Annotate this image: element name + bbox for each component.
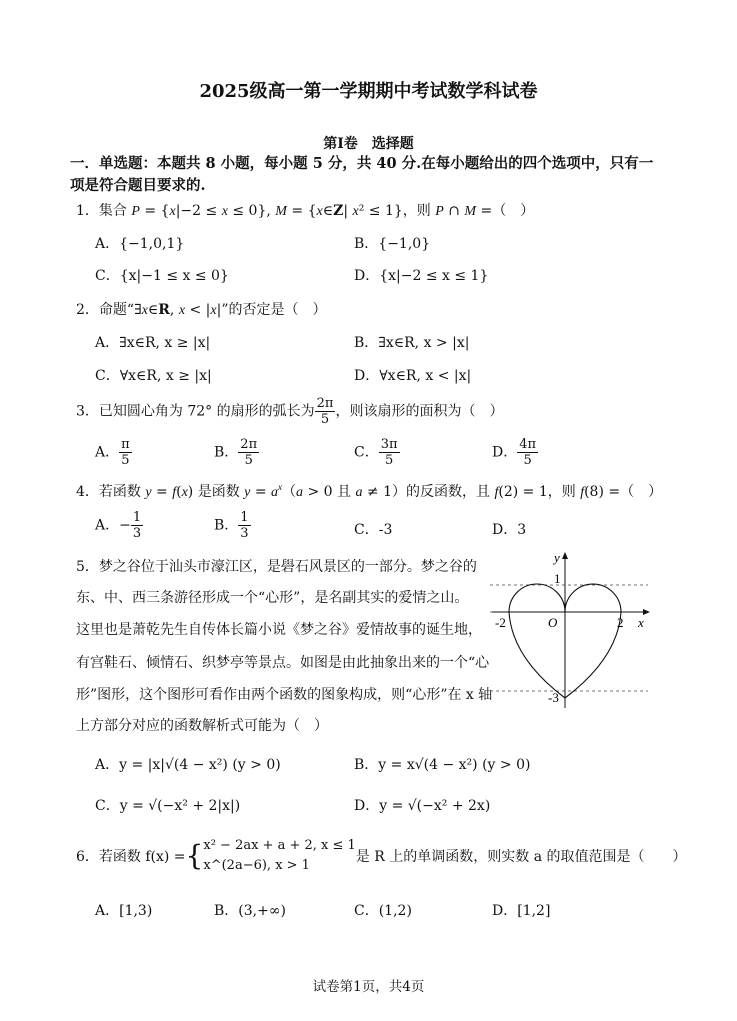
question-2-stem: 2．命题“∃x∈R, x < |x|”的否定是（ ）	[76, 302, 327, 318]
question-2-option-b: B．∃x∈R, x > |x|	[354, 335, 470, 351]
question-3-option-b: B． $\frac{2\pi}{5}$	[214, 437, 258, 468]
question-6-option-d: D．[1,2]	[492, 903, 551, 919]
question-4-stem: 4．若函数 y = f(x) 是函数 $y = a^x(a > 0$ 且 a ≠ 1）的反函数，且 f(2) = 1，则 f(8) =（ ）	[76, 482, 663, 500]
question-1-stem: 1．集合 P = {x|−2 ≤ x ≤ 0}, M = {x∈Z| x² ≤ 1}，则 P ∩ M =（ ）	[76, 203, 535, 219]
question-2-option-a: A．∃x∈R, x ≥ |x|	[95, 335, 211, 351]
instruction-line-2: 项是符合题目要求的.	[70, 177, 206, 194]
question-1-option-c: C．{x|−1 ≤ x ≤ 0}	[95, 268, 229, 284]
question-3-option-d: D． $\frac{4\pi}{5}$	[492, 437, 537, 468]
question-1-option-d: D．{x|−2 ≤ x ≤ 1}	[354, 268, 489, 284]
question-1-option-b: B．{−1,0}	[354, 236, 431, 252]
question-4-option-b: B． $\frac{1}{3}$	[214, 510, 249, 541]
question-6-option-a: A．[1,3)	[95, 903, 153, 919]
question-6-stem: 6．若函数 f(x) ={ x² − 2ax + a + 2, x ≤ 1 x^(2a−6), x > 1 是 R 上的单调函数，则实数 a 的取值范围是（ ）	[76, 838, 687, 873]
question-2-option-c: C．∀x∈R, x ≥ |x|	[95, 368, 212, 384]
question-1-option-a: A．{−1,0,1}	[95, 236, 185, 252]
tick-label-neg2: -2	[495, 615, 506, 630]
question-6-option-b: B．(3,+∞)	[214, 903, 286, 919]
question-5-option-c: C．y = √(−x² + 2|x|)	[95, 798, 241, 814]
tick-label-1: 1	[554, 571, 561, 586]
question-5-option-d: D．y = √(−x² + 2x)	[354, 798, 491, 814]
question-4-option-a: A．− $\frac{1}{3}$	[95, 510, 142, 541]
question-5-line-3: 这里也是萧乾先生自传体长篇小说《梦之谷》爱情故事的诞生地，	[76, 622, 482, 638]
page-footer: 试卷第1页，共4页	[312, 979, 425, 995]
question-3-stem: 3．已知圆心角为 72° 的扇形的弧长为 $\frac{2\pi}{5}$ ，则该扇形的面积为（ ）	[76, 396, 504, 427]
question-6-option-c: C．(1,2)	[354, 903, 412, 919]
question-5-line-4: 有宫鞋石、倾情石、织梦亭等景点。如图是由此抽象出来的一个“心	[76, 655, 490, 671]
x-axis-arrow	[643, 609, 650, 615]
question-5-line-1: 5．梦之谷位于汕头市濠江区，是礐石风景区的一部分。梦之谷的	[76, 559, 477, 575]
question-5-line-6: 上方部分对应的函数解析式可能为（ ）	[76, 718, 328, 734]
page-title: 2025级高一第一学期期中考试数学科试卷	[199, 81, 538, 102]
instruction-line-1: 一．单选题：本题共 8 小题，每小题 5 分，共 40 分.在每小题给出的四个选项中，只有一	[70, 155, 654, 172]
section-heading: 第Ⅰ卷 选择题	[323, 136, 414, 152]
question-2-option-d: D．∀x∈R, x < |x|	[354, 368, 472, 384]
tick-label-2: 2	[617, 615, 624, 630]
question-5-line-5: 形”图形，这个图形可看作由两个函数的图象构成，则“心形”在 x 轴	[76, 687, 493, 703]
tick-label-neg3: -3	[548, 690, 559, 705]
question-4-option-c: C．-3	[354, 522, 393, 538]
y-axis-label: y	[554, 550, 560, 565]
origin-label: O	[548, 615, 558, 630]
question-3-option-a: A． $\frac{\pi}{5}$	[95, 437, 130, 468]
question-5-line-2: 东、中、西三条游径形成一个“心形”，是名副其实的爱情之山。	[76, 590, 469, 606]
question-3-option-c: C． $\frac{3\pi}{5}$	[354, 437, 398, 468]
question-5-option-b: B．y = x√(4 − x²) (y > 0)	[354, 757, 531, 773]
heart-graph	[488, 548, 658, 718]
x-axis-label: x	[638, 615, 644, 630]
y-axis-arrow	[562, 552, 568, 559]
question-4-option-d: D．3	[492, 522, 527, 538]
question-5-option-a: A．y = |x|√(4 − x²) (y > 0)	[95, 757, 281, 773]
